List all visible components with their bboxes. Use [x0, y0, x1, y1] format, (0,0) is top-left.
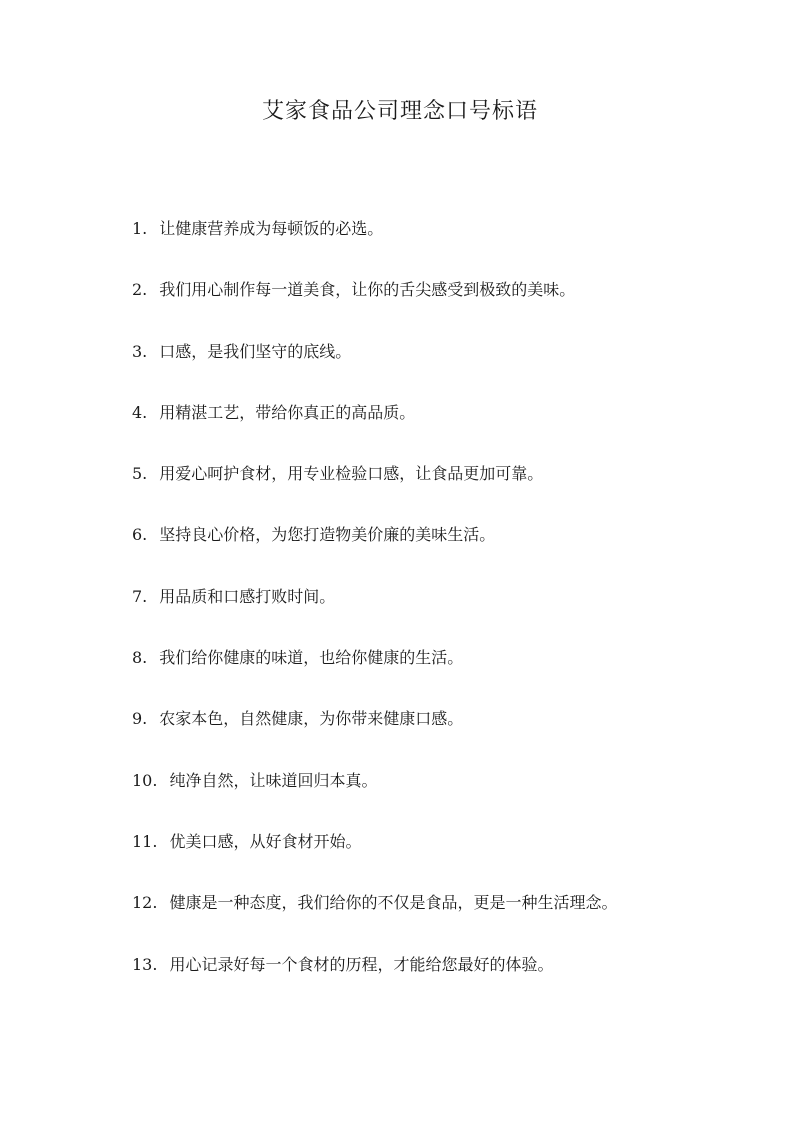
- item-text: 用心记录好每一个食材的历程，才能给您最好的体验。: [169, 954, 554, 974]
- item-text: 我们给你健康的味道，也给你健康的生活。: [159, 648, 464, 668]
- item-text: 用精湛工艺，带给你真正的高品质。: [159, 402, 416, 422]
- item-number: 6.: [132, 525, 148, 545]
- list-item: [132, 521, 617, 582]
- item-number: 7.: [132, 586, 148, 606]
- list-item: [132, 644, 617, 705]
- item-number: 13.: [132, 954, 158, 974]
- item-number: 4.: [132, 402, 148, 422]
- item-number: 1.: [132, 219, 148, 238]
- item-number: 10.: [132, 770, 158, 790]
- item-text: 优美口感，从好食材开始。: [169, 831, 362, 851]
- list-item: [132, 767, 617, 828]
- item-text: 用品质和口感打败时间。: [159, 586, 336, 606]
- item-text: 用爱心呵护食材，用专业检验口感，让食品更加可靠。: [159, 464, 544, 484]
- item-number: 2.: [132, 280, 148, 300]
- item-text: 健康是一种态度，我们给你的不仅是食品，更是一种生活理念。: [169, 893, 618, 913]
- item-number: 3.: [132, 341, 148, 361]
- slogan-list: [132, 215, 617, 1012]
- list-item: [132, 276, 617, 337]
- item-number: 8.: [132, 648, 148, 668]
- list-item: [132, 951, 617, 1012]
- item-text: 纯净自然，让味道回归本真。: [169, 770, 378, 790]
- list-item: [132, 460, 617, 521]
- item-text: 让健康营养成为每顿饭的必选。: [159, 219, 384, 238]
- list-item: [132, 399, 617, 460]
- document-title: 艾家食品公司理念口号标语: [261, 99, 538, 124]
- list-item: [132, 583, 617, 644]
- item-text: 口感，是我们坚守的底线。: [159, 341, 352, 361]
- item-number: 12.: [132, 893, 158, 913]
- item-number: 5.: [132, 464, 148, 484]
- list-item: [132, 889, 617, 950]
- item-text: 农家本色，自然健康，为你带来健康口感。: [159, 709, 464, 729]
- item-number: 11.: [132, 831, 158, 851]
- item-text: 坚持良心价格，为您打造物美价廉的美味生活。: [159, 525, 496, 545]
- list-item: [132, 705, 617, 766]
- list-item: [132, 828, 617, 889]
- item-text: 我们用心制作每一道美食，让你的舌尖感受到极致的美味。: [159, 280, 576, 300]
- list-item: [132, 215, 617, 276]
- list-item: [132, 338, 617, 399]
- item-number: 9.: [132, 709, 148, 729]
